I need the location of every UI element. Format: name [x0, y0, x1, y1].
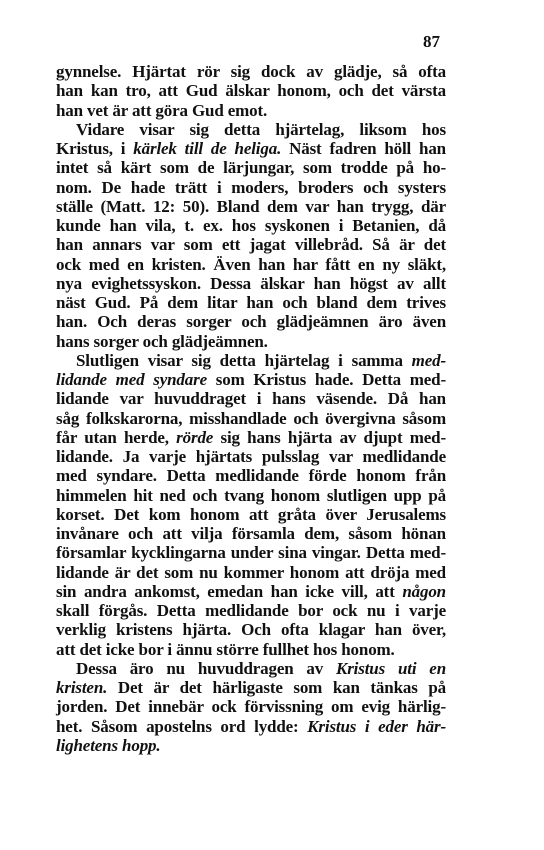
text-segment: Vidare visar sig detta hjärtelag, liksom hos [76, 119, 446, 139]
text-segment: ock med en kristen. Även han har fått en ny släkt, [56, 254, 446, 274]
text-line [56, 255, 446, 274]
text-line [56, 697, 446, 716]
text-segment: näst Gud. På dem litar han och bland dem trives [56, 293, 446, 312]
text-line [56, 582, 446, 601]
text-line [56, 736, 446, 755]
text-segment: som Kristus hade. Detta med- [206, 370, 446, 389]
page-number: 87 [423, 32, 440, 51]
text-line [56, 505, 446, 524]
text-line [56, 717, 446, 736]
italic-text: lidande med syndare [56, 370, 207, 389]
text-line [56, 486, 446, 505]
italic-text: någon [402, 581, 446, 601]
text-line [56, 428, 446, 447]
text-segment: skall förgås. Detta medlidande bor ock nu i varje [56, 601, 446, 620]
text-line [56, 158, 446, 177]
text-segment: Näst fadren höll han [281, 139, 446, 158]
paragraph [56, 120, 446, 351]
italic-text: med- [411, 350, 446, 370]
text-segment: med syndare. Detta medlidande förde honom från [56, 466, 446, 486]
text-segment: nya evighetssyskon. Dessa älskar han högst av allt [56, 273, 446, 293]
text-segment: sin andra ankomst, emedan han icke vill, att [56, 581, 403, 601]
text-segment: nom. De hade trätt i moders, broders och systers [56, 177, 446, 197]
paragraph [56, 62, 446, 120]
text-line [56, 409, 446, 428]
italic-text: Kristus i eder här- [307, 716, 446, 736]
text-line [56, 312, 446, 331]
text-segment: himmelen hit ned och tvang honom slutligen upp på [56, 485, 446, 505]
text-segment: verklig kristens hjärta. Och ofta klagar han över, [56, 620, 446, 640]
text-line [56, 351, 446, 370]
text-segment: korset. Det kom honom att gråta över Jerusalems [56, 504, 446, 524]
text-segment: invånare och att vilja församla dem, såsom hönan [56, 524, 446, 543]
italic-text: kristen. [56, 678, 108, 697]
text-segment: lidande är det som nu kommer honom att dröja med [56, 562, 446, 582]
text-segment: Det är det härligaste som kan tänkas på [107, 678, 446, 697]
text-segment: jorden. Det innebär ock förvissning om evig härlig- [56, 697, 446, 717]
text-segment: lidande var huvuddraget i hans väsende. Då han [56, 389, 446, 409]
text-line [56, 524, 446, 543]
text-segment: Slutligen visar sig detta hjärtelag i samma [76, 350, 412, 370]
text-line [56, 235, 446, 254]
text-line [56, 101, 446, 120]
paragraph [56, 659, 446, 755]
text-line [56, 601, 446, 620]
text-segment: såg folkskarorna, misshandlade och övergivna såsom [56, 408, 446, 428]
text-segment: Kristus, i [56, 139, 134, 158]
paragraph [56, 351, 446, 659]
text-segment: lidande. Ja varje hjärtats pulsslag var medlidande [56, 447, 446, 466]
text-segment: hans sorger och glädjeämnen. [56, 331, 268, 351]
italic-text: rörde [176, 427, 214, 447]
text-line [56, 216, 446, 235]
text-line [56, 62, 446, 81]
text-segment: att det icke bor i ännu större fullhet hos honom. [56, 639, 395, 659]
text-line [56, 120, 446, 139]
text-line [56, 370, 446, 389]
text-segment: kunde han vila, t. ex. hos syskonen i Betanien, då [56, 216, 446, 235]
text-segment: församlar kycklingarna under sina vingar. Detta med- [56, 543, 446, 563]
text-line [56, 543, 446, 562]
text-line [56, 466, 446, 485]
text-segment: ställe (Matt. 12: 50). Bland dem var han trygg, där [56, 196, 446, 216]
text-segment: het. Såsom apostelns ord lydde: [56, 716, 308, 736]
text-segment: gynnelse. Hjärtat rör sig dock av glädje, så ofta [56, 62, 446, 81]
italic-text: lighetens hopp. [56, 735, 161, 755]
text-line [56, 139, 446, 158]
body-text [56, 62, 446, 755]
italic-text: Kristus uti en [336, 658, 446, 678]
italic-text: kärlek till de heliga. [133, 139, 282, 158]
text-segment: får utan herde, [56, 427, 177, 447]
text-line [56, 274, 446, 293]
text-segment: han vet är att göra Gud emot. [56, 100, 268, 120]
text-segment: han annars var som ett jagat villebråd. Så är det [56, 235, 446, 255]
text-line [56, 197, 446, 216]
text-line [56, 447, 446, 466]
text-segment: han. Och deras sorger och glädjeämnen äro även [56, 312, 446, 332]
text-segment: sig hans hjärta av djupt med- [213, 427, 446, 447]
text-line [56, 332, 446, 351]
text-segment: Dessa äro nu huvuddragen av [76, 658, 337, 678]
text-segment: han kan tro, att Gud älskar honom, och det värsta [56, 81, 446, 101]
text-line [56, 678, 446, 697]
text-line [56, 293, 446, 312]
text-line [56, 178, 446, 197]
text-line [56, 389, 446, 408]
text-line [56, 620, 446, 639]
text-line [56, 563, 446, 582]
text-segment: intet så kärt som de lärjungar, som trodde på ho- [56, 158, 446, 178]
text-line [56, 659, 446, 678]
text-line [56, 81, 446, 100]
text-line [56, 640, 446, 659]
